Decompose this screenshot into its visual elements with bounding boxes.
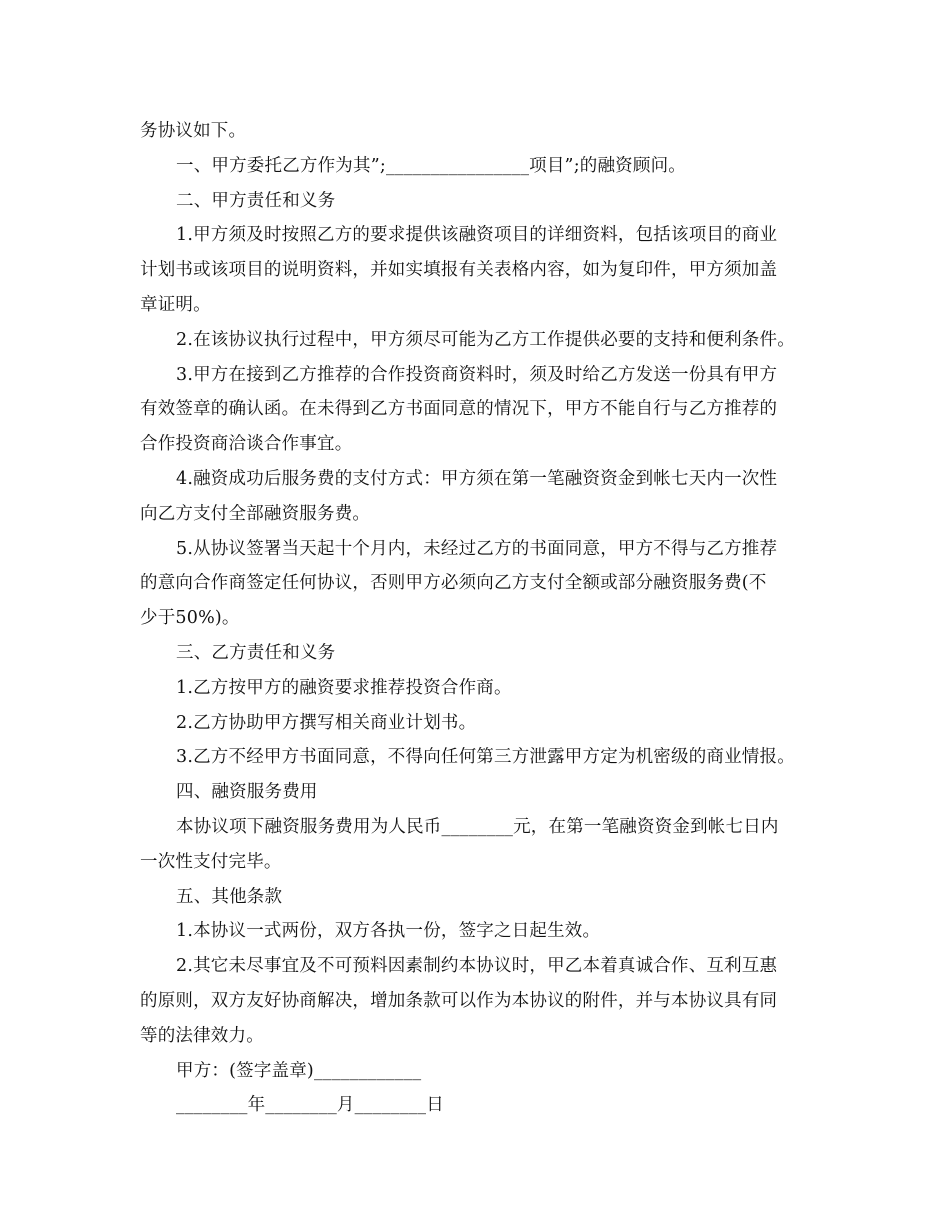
text-line: 务协议如下。 — [140, 121, 247, 141]
section-heading-party-a: 二、甲方责任和义务 — [176, 190, 336, 211]
text-line: 本协议项下融资服务费用为人民币________元，在第一笔融资资金到帐七日内 — [176, 816, 779, 837]
text-line: 2.乙方协助甲方撰写相关商业计划书。 — [176, 712, 477, 733]
text-line: 一次性支付完毕。 — [140, 851, 282, 872]
text-line: 等的法律效力。 — [140, 1025, 264, 1046]
text-line: 1.甲方须及时按照乙方的要求提供该融资项目的详细资料，包括该项目的商业 — [176, 225, 778, 246]
text-line: 3.乙方不经甲方书面同意，不得向任何第三方泄露甲方定为机密级的商业情报。 — [176, 747, 795, 768]
text-line: 1.乙方按甲方的融资要求推荐投资合作商。 — [176, 677, 512, 698]
date-line: ________年________月________日 — [176, 1095, 444, 1116]
text-line: 2.其它未尽事宜及不可预料因素制约本协议时，甲乙本着真诚合作、互利互惠 — [176, 956, 778, 977]
text-line: 5.从协议签署当天起十个月内，未经过乙方的书面同意，甲方不得与乙方推荐 — [176, 538, 778, 559]
text-line: 少于50%)。 — [140, 608, 240, 629]
text-line: 2.在该协议执行过程中，甲方须尽可能为乙方工作提供必要的支持和便利条件。 — [176, 329, 795, 350]
text-line: 1.本协议一式两份，双方各执一份，签字之日起生效。 — [176, 921, 601, 942]
text-line: 计划书或该项目的说明资料，并如实填报有关表格内容，如为复印件，甲方须加盖 — [140, 260, 778, 281]
signature-line: 甲方：(签字盖章)____________ — [176, 1060, 422, 1081]
clause-one: 一、甲方委托乙方作为其”;________________项目”;的融资顾问。 — [176, 155, 686, 176]
text-line: 向乙方支付全部融资服务费。 — [140, 503, 371, 524]
section-heading-fees: 四、融资服务费用 — [176, 782, 318, 803]
text-line: 的意向合作商签定任何协议，否则甲方必须向乙方支付全额或部分融资服务费(不 — [140, 573, 767, 594]
section-heading-other-terms: 五、其他条款 — [176, 886, 283, 907]
text-line: 4.融资成功后服务费的支付方式：甲方须在第一笔融资资金到帐七天内一次性 — [176, 468, 778, 489]
document-body — [140, 114, 820, 1123]
text-line: 有效签章的确认函。在未得到乙方书面同意的情况下，甲方不能自行与乙方推荐的 — [140, 399, 778, 420]
section-heading-party-b: 三、乙方责任和义务 — [176, 642, 336, 663]
text-line: 的原则，双方友好协商解决，增加条款可以作为本协议的附件，并与本协议具有同 — [140, 990, 778, 1011]
text-line: 3.甲方在接到乙方推荐的合作投资商资料时，须及时给乙方发送一份具有甲方 — [176, 364, 778, 385]
text-line: 章证明。 — [140, 294, 211, 315]
text-line: 合作投资商洽谈合作事宜。 — [140, 434, 353, 455]
